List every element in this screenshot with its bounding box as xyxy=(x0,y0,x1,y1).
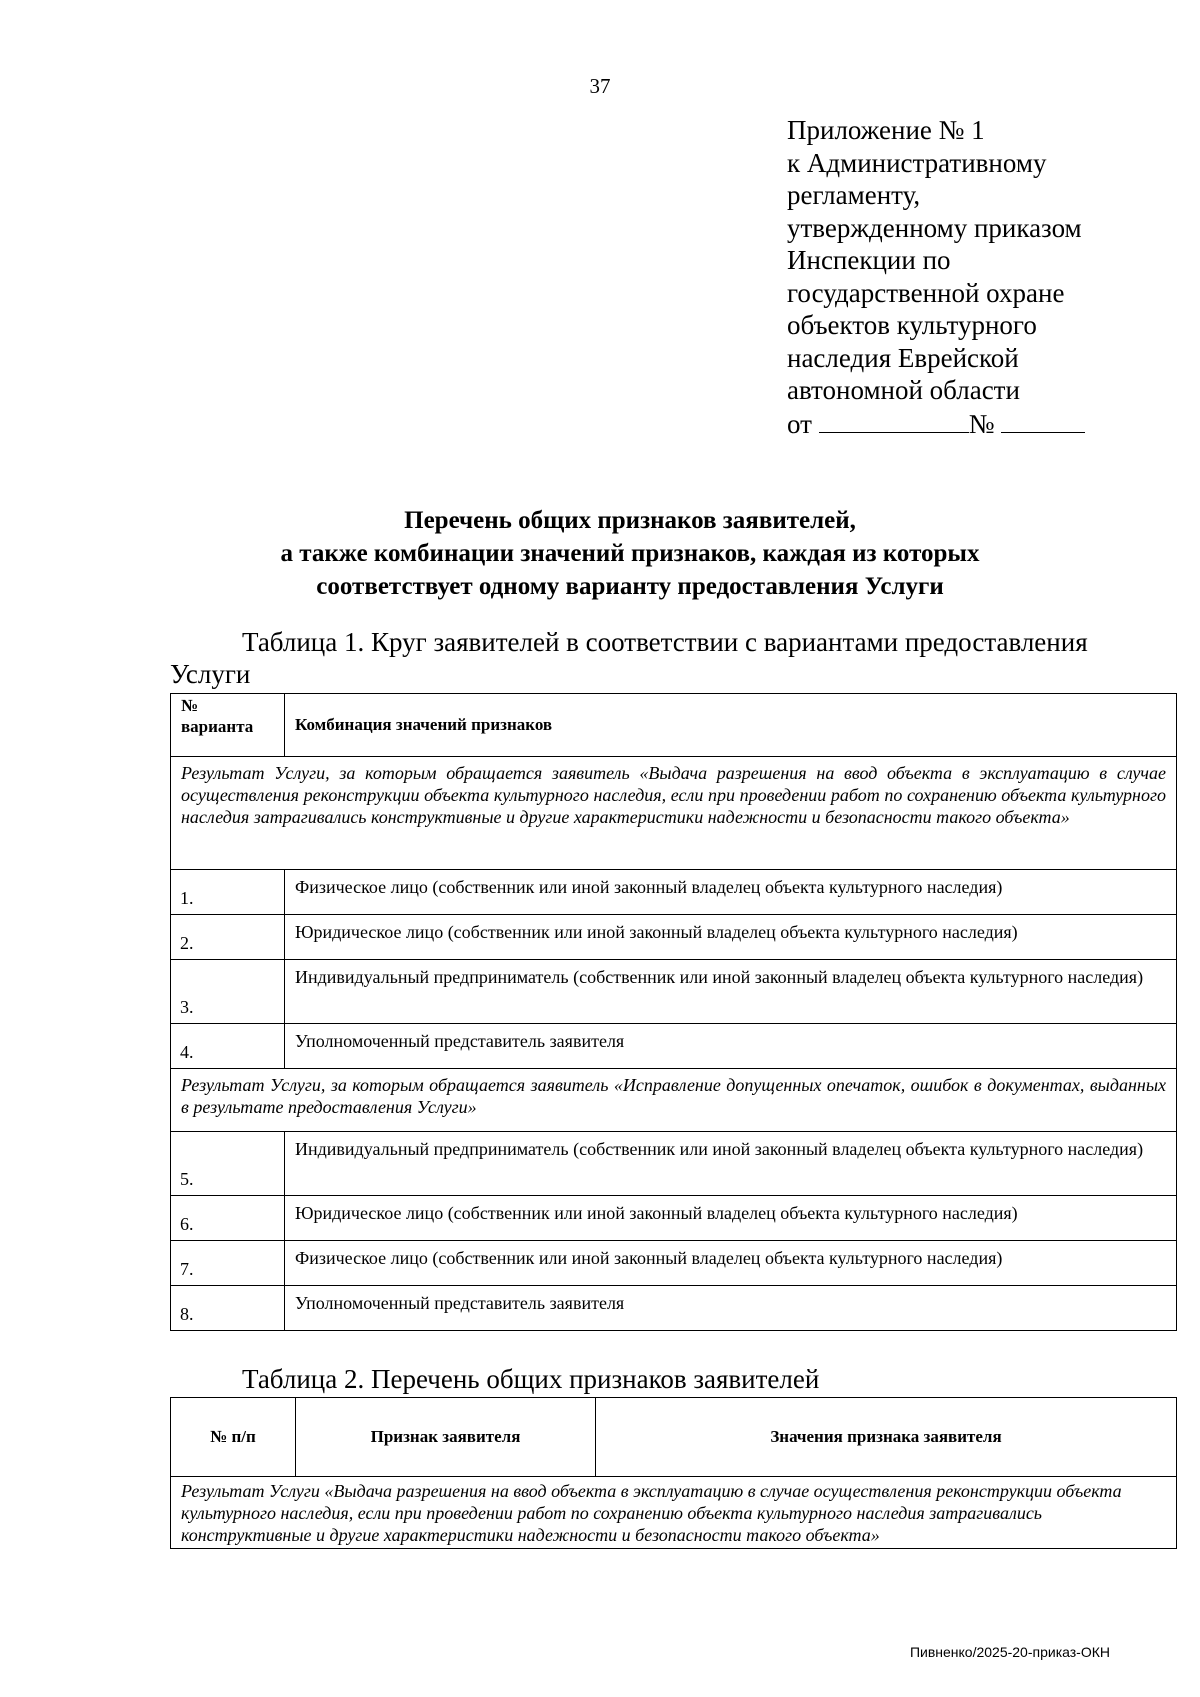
header-num-label: варианта xyxy=(181,717,254,736)
variant-number: 1. xyxy=(171,870,285,915)
table-row xyxy=(171,960,1177,1024)
appendix-line: Инспекции по xyxy=(787,245,951,275)
table-row xyxy=(171,1286,1177,1331)
variant-description: Индивидуальный предприниматель (собственник или иной законный владелец объекта культурного наследия) xyxy=(285,960,1177,1024)
number-sign: № xyxy=(968,408,995,439)
variant-number: 6. xyxy=(171,1196,285,1241)
table-row xyxy=(171,1132,1177,1196)
table-row xyxy=(171,870,1177,915)
appendix-line: Приложение № 1 xyxy=(787,115,985,145)
heading-line: соответствует одному варианту предоставления Услуги xyxy=(316,573,944,600)
variant-description: Юридическое лицо (собственник или иной законный владелец объекта культурного наследия) xyxy=(285,915,1177,960)
heading-line: а также комбинации значений признаков, каждая из которых xyxy=(280,540,980,567)
variant-number: 8. xyxy=(171,1286,285,1331)
applicant-variants-table xyxy=(170,693,1177,1331)
table-header-row xyxy=(171,694,1177,757)
applicant-attributes-table xyxy=(170,1397,1177,1549)
header-row-number: № п/п xyxy=(171,1398,296,1477)
appendix-line: наследия Еврейской xyxy=(787,342,1019,373)
appendix-line: утвержденному приказом xyxy=(787,212,1082,243)
variant-number: 4. xyxy=(171,1024,285,1069)
date-prefix: от xyxy=(787,408,812,439)
table-row xyxy=(171,1241,1177,1286)
page-number: 37 xyxy=(589,74,611,98)
header-num-sign: № xyxy=(181,696,199,715)
variant-number: 3. xyxy=(171,960,285,1024)
appendix-line: объектов культурного xyxy=(787,310,1037,340)
header-attribute-values: Значения признака заявителя xyxy=(596,1398,1177,1477)
variant-description: Уполномоченный представитель заявителя xyxy=(285,1024,1177,1069)
section-result-1: Результат Услуги, за которым обращается заявитель «Выдача разрешения на ввод объекта в эксплуатацию в случае осуществления реконструкции объекта культурного наследия, если при проведении работ по сохранению объекта культурного наследия затрагивались конструктивные и другие характеристики надежности и безопасности такого объекта» xyxy=(171,757,1177,870)
variant-description: Уполномоченный представитель заявителя xyxy=(285,1286,1177,1331)
appendix-line: к Административному xyxy=(787,147,1047,178)
section-result-2: Результат Услуги, за которым обращается заявитель «Исправление допущенных опечаток, ошибок в документах, выданных в результате предоставления Услуги» xyxy=(171,1069,1177,1132)
appendix-line: регламенту, xyxy=(787,180,921,210)
date-number-line xyxy=(787,407,1167,441)
document-heading xyxy=(150,504,1110,603)
variant-description: Физическое лицо (собственник или иной законный владелец объекта культурного наследия) xyxy=(285,870,1177,915)
header-attribute: Признак заявителя xyxy=(296,1398,596,1477)
table2-caption: Таблица 2. Перечень общих признаков заявителей xyxy=(242,1364,820,1394)
heading-line: Перечень общих признаков заявителей, xyxy=(404,507,856,534)
variant-description: Юридическое лицо (собственник или иной законный владелец объекта культурного наследия) xyxy=(285,1196,1177,1241)
variant-description: Физическое лицо (собственник или иной законный владелец объекта культурного наследия) xyxy=(285,1241,1177,1286)
section-row xyxy=(171,1477,1177,1549)
table-header-row xyxy=(171,1398,1177,1477)
table-row xyxy=(171,915,1177,960)
section-result-1: Результат Услуги «Выдача разрешения на ввод объекта в эксплуатацию в случае осуществления реконструкции объекта культурного наследия, если при проведении работ по сохранению объекта культурного наследия затрагивались конструктивные и другие характеристики надежности и безопасности такого объекта» xyxy=(171,1477,1177,1549)
variant-number: 5. xyxy=(171,1132,285,1196)
variant-description: Индивидуальный предприниматель (собственник или иной законный владелец объекта культурного наследия) xyxy=(285,1132,1177,1196)
header-combination: Комбинация значений признаков xyxy=(285,694,1177,757)
variant-number: 7. xyxy=(171,1241,285,1286)
appendix-line: автономной области xyxy=(787,375,1020,405)
appendix-block xyxy=(787,114,1167,440)
appendix-line: государственной охране xyxy=(787,277,1065,308)
variant-number: 2. xyxy=(171,915,285,960)
number-blank-line xyxy=(1001,407,1085,433)
table-row xyxy=(171,1196,1177,1241)
header-variant-number xyxy=(171,694,285,757)
section-row xyxy=(171,1069,1177,1132)
table-row xyxy=(171,1024,1177,1069)
section-row xyxy=(171,757,1177,870)
table1-caption: Таблица 1. Круг заявителей в соответствии с вариантами предоставления Услуги xyxy=(170,627,1088,689)
date-blank-line xyxy=(819,407,969,433)
footer-reference: Пивненко/2025-20-приказ-ОКН xyxy=(909,1644,1110,1660)
